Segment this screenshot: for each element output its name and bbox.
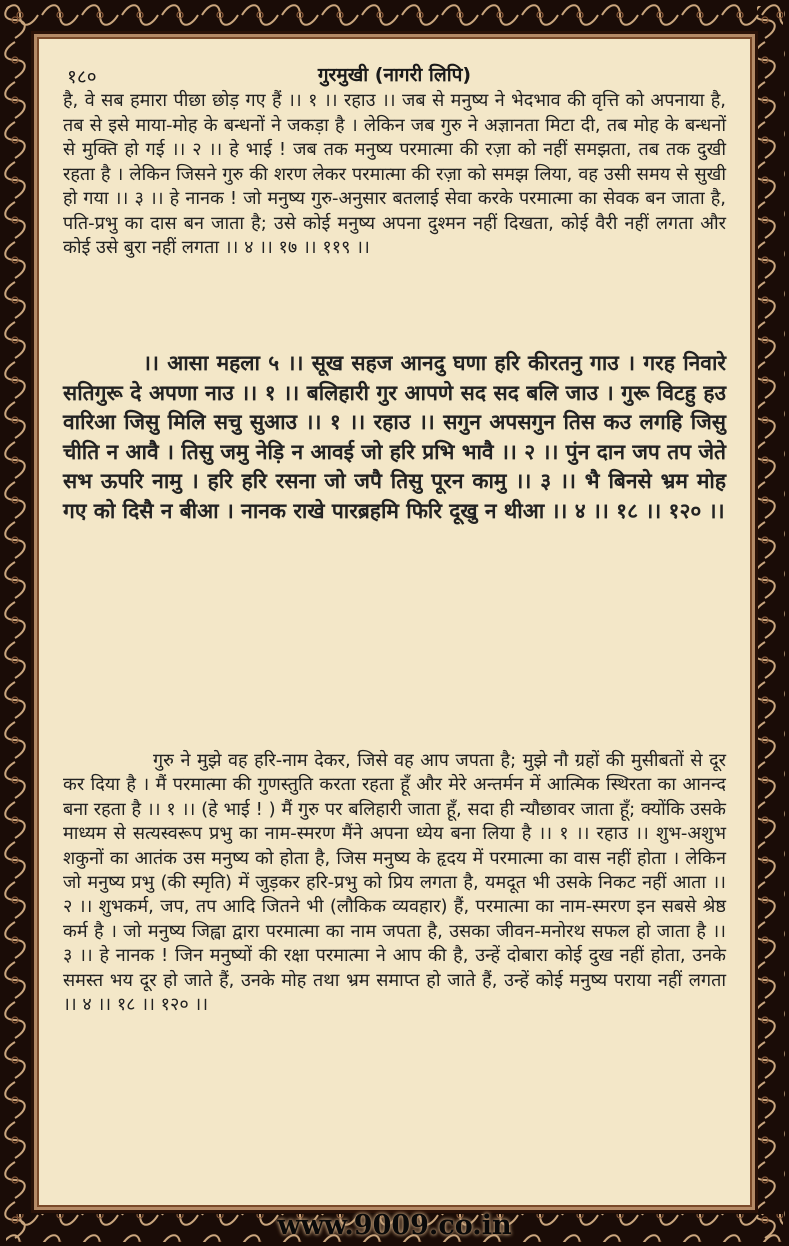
translation-paragraph-1: है, वे सब हमारा पीछा छोड़ गए हैं ।। १ ।। रहाउ ।। जब से मनुष्य ने भेदभाव की वृत्ति को अपनाया है, तब से इसे माया-मोह के बन्धनों ने जकड़ा है । लेकिन जब गुरु ने अज्ञानता मिटा दी, तब मोह के बन्धनों से मुक्ति हो गई ।। २ ।। हे भाई ! जब तक मनुष्य परमात्मा की रज़ा को नहीं समझता, तब तक दुखी रहता है । लेकिन जिसने गुरु की शरण लेकर परमात्मा की रज़ा को समझ लिया, वह उसी समय से सुखी हो गया ।। ३ ।। हे नानक ! जो मनुष्य गुरु-अनुसार बतलाई सेवा करके परमात्मा का सेवक बन जाता है, पति-प्रभु का दास बन जाता है; उसे कोई मनुष्य अपना दुश्मन नहीं दिखता, कोई वैरी नहीं लगता और कोई उसे बुरा नहीं लगता ।। ४ ।। १७ ।। ११९ ।।	[63, 90, 726, 258]
translation-paragraph-2: गुरु ने मुझे वह हरि-नाम देकर, जिसे वह आप जपता है; मुझे नौ ग्रहों की मुसीबतों से दूर कर दिया है । मैं परमात्मा की गुणस्तुति करता रहता हूँ और मेरे अन्तर्मन में आत्मिक स्थिरता का आनन्द बना रहता है ।। १ ।। (हे भाई ! ) मैं गुरु पर बलिहारी जाता हूँ, सदा ही न्यौछावर जाता हूँ; क्योंकि उसके माध्यम से सत्यस्वरूप प्रभु का नाम-स्मरण मैंने अपना ध्येय बना लिया है ।। १ ।। रहाउ ।। शुभ-अशुभ शकुनों का आतंक उस मनुष्य को होता है, जिस मनुष्य के हृदय में परमात्मा का वास नहीं होता । लेकिन जो मनुष्य प्रभु (की स्मृति) में जुड़कर हरि-प्रभु को प्रिय लगता है, यमदूत भी उसके निकट नहीं आता ।। २ ।। शुभकर्म, जप, तप आदि जितने भी (लौकिक व्यवहार) हैं, परमात्मा का नाम-स्मरण इन सबसे श्रेष्ठ कर्म है । जो मनुष्य जिह्वा द्वारा परमात्मा का नाम जपता है, उसका जीवन-मनोरथ सफल हो जाता है ।। ३ ।। हे नानक ! जिन मनुष्यों की रक्षा परमात्मा ने आप की है, उन्हें दोबारा कोई दुख नहीं होता, उनके समस्त भय दूर हो जाते हैं, उनके मोह तथा भ्रम समाप्त हो जाते हैं, उन्हें कोई मनुष्य पराया नहीं लगता ।। ४ ।। १८ ।। १२० ।।	[63, 750, 726, 1016]
page-panel	[37, 37, 752, 1207]
page-title: गुरमुखी (नागरी लिपि)	[317, 64, 472, 86]
page-header	[39, 59, 750, 89]
page-number: १८०	[67, 66, 97, 88]
footer-website-link[interactable]: www.9009.co.in	[277, 1210, 512, 1241]
hymn-paragraph: ।। आसा महला ५ ।। सूख सहज आनदु घणा हरि कीरतनु गाउ । गरह निवारे सतिगुरू दे अपणा नाउ ।। १ ।। बलिहारी गुर आपणे सद सद बलि जाउ । गुरू विटहु हउ वारिआ जिसु मिलि सचु सुआउ ।। १ ।। रहाउ ।। सगुन अपसगुन तिस कउ लगहि जिसु चीति न आवै । तिसु जमु नेड़ि न आवई जो हरि प्रभि भावै ।। २ ।। पुंन दान जप तप जेते सभ ऊपरि नामु । हरि हरि रसना जो जपै तिसु पूरन कामु ।। ३ ।। भै बिनसे भ्रम मोह गए को दिसै न बीआ । नानक राखे पारब्रहमि फिरि दूखु न थीआ ।। ४ ।। १८ ।। १२० ।।	[63, 351, 726, 523]
